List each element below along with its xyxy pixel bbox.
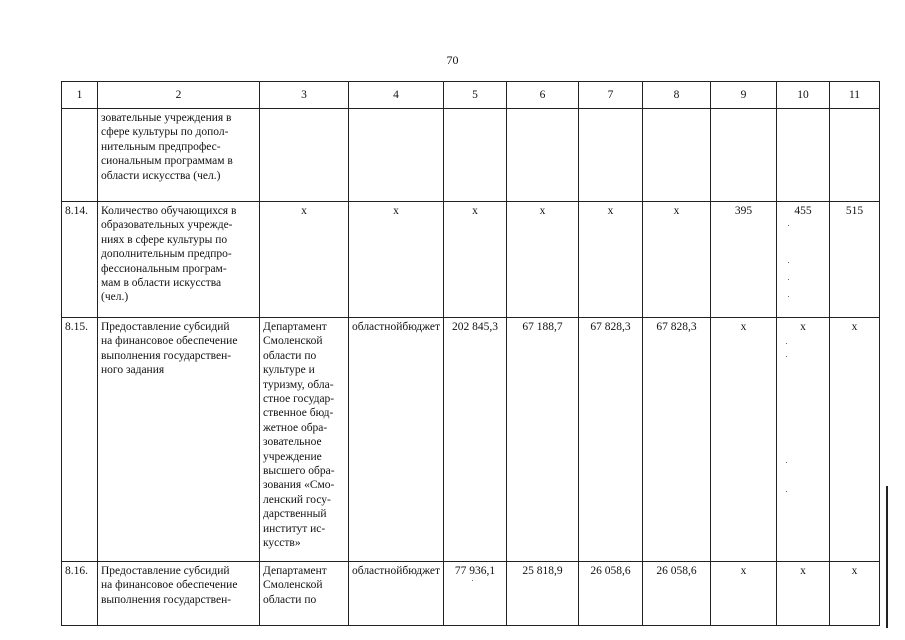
cell-line: институт ис- <box>263 522 326 535</box>
value-cell: 455 <box>777 202 830 318</box>
cell-line: ного задания <box>101 364 165 377</box>
row-number-cell: 8.14. <box>62 202 98 318</box>
value-cell: х <box>830 562 880 626</box>
value-cell: х <box>711 318 777 562</box>
scan-speck <box>788 279 789 280</box>
cell-line: областной <box>352 321 403 333</box>
cell-line: зовательные учреждения в <box>101 112 232 124</box>
row-number-cell: 8.16. <box>62 562 98 626</box>
column-header: 3 <box>260 82 349 109</box>
executor-cell <box>260 318 349 562</box>
cell-line: бюджет <box>402 565 440 577</box>
cell-line: дополнительным предпро- <box>101 248 232 261</box>
column-header: 4 <box>349 82 444 109</box>
value-cell: х <box>777 562 830 626</box>
header-row <box>62 82 880 109</box>
cell-line: дарственный <box>263 508 327 521</box>
column-header: 6 <box>507 82 579 109</box>
cell-line: выполнения государствен- <box>101 593 232 606</box>
executor-cell <box>260 202 349 318</box>
scan-speck <box>786 462 787 463</box>
executor-cell <box>260 562 349 626</box>
cell-line: кусств» <box>263 537 301 550</box>
funding-source-cell <box>349 318 444 562</box>
funding-source-cell <box>349 562 444 626</box>
value-cell <box>444 109 507 202</box>
value-cell: 67 188,7 <box>507 318 579 562</box>
value-cell: х <box>579 202 643 318</box>
executor-cell <box>260 109 349 202</box>
scan-speck <box>788 225 789 226</box>
cell-line: Департамент <box>263 321 327 333</box>
value-cell: х <box>643 202 711 318</box>
cell-line: областной <box>352 565 403 577</box>
page-number: 70 <box>446 53 459 67</box>
column-header: 8 <box>643 82 711 109</box>
row-number-cell: 8.15. <box>62 318 98 562</box>
table-row <box>62 318 880 562</box>
cell-line: на финансовое обеспечение <box>101 335 238 348</box>
value-cell: 25 818,9 <box>507 562 579 626</box>
cell-line: стное государ- <box>263 393 335 406</box>
cell-line: жетное обра- <box>263 421 328 434</box>
indicator-name-cell <box>98 109 260 202</box>
scan-speck <box>788 296 789 297</box>
cell-line: учреждение <box>263 450 322 463</box>
value-cell <box>711 109 777 202</box>
value-cell: 515 <box>830 202 880 318</box>
cell-line: выполнения государствен- <box>101 349 232 362</box>
cell-line: Департамент <box>263 565 327 577</box>
cell-line: высшего обра- <box>263 465 335 478</box>
indicator-name-cell <box>98 318 260 562</box>
scan-speck <box>786 491 787 492</box>
value-cell: 67 828,3 <box>643 318 711 562</box>
value-cell <box>830 109 880 202</box>
column-header: 2 <box>98 82 260 109</box>
value-cell: 67 828,3 <box>579 318 643 562</box>
value-cell: 77 936,1 <box>444 562 507 626</box>
cell-line: сфере культуры по допол- <box>101 126 229 139</box>
value-cell: х <box>830 318 880 562</box>
cell-line: ственное бюд- <box>263 407 334 420</box>
row-number-cell <box>62 109 98 202</box>
column-header: 10 <box>777 82 830 109</box>
funding-source-cell <box>349 202 444 318</box>
cell-line: Смоленской <box>263 335 323 348</box>
column-header: 1 <box>62 82 98 109</box>
value-cell: х <box>777 318 830 562</box>
cell-line: туризму, обла- <box>263 378 334 391</box>
cell-line: на финансовое обеспечение <box>101 579 238 592</box>
cell-line: х <box>393 205 399 217</box>
table-row <box>62 202 880 318</box>
value-cell: 26 058,6 <box>579 562 643 626</box>
cell-line: бюджет <box>402 321 440 333</box>
budget-table <box>61 81 880 626</box>
cell-line: сиональным программам в <box>101 155 233 168</box>
cell-line: ниях в сфере культуры по <box>101 233 228 246</box>
cell-line: Количество обучающихся в <box>101 205 237 217</box>
cell-line: Смоленской <box>263 579 323 592</box>
value-cell: х <box>444 202 507 318</box>
table-row <box>62 562 880 626</box>
cell-line: зовательное <box>263 436 322 449</box>
scan-speck <box>788 262 789 263</box>
column-header: 5 <box>444 82 507 109</box>
column-header: 7 <box>579 82 643 109</box>
value-cell: 26 058,6 <box>643 562 711 626</box>
scan-speck <box>472 580 473 581</box>
scan-speck <box>786 343 787 344</box>
table-row <box>62 109 880 202</box>
cell-line: мам в области искусства <box>101 277 222 290</box>
cell-line: х <box>301 205 307 217</box>
cell-line: образовательных учрежде- <box>101 219 233 232</box>
column-header: 9 <box>711 82 777 109</box>
margin-line <box>886 486 888 628</box>
value-cell <box>777 109 830 202</box>
value-cell: 395 <box>711 202 777 318</box>
value-cell <box>579 109 643 202</box>
funding-source-cell <box>349 109 444 202</box>
scan-speck <box>786 356 787 357</box>
value-cell: х <box>711 562 777 626</box>
cell-line: Предоставление субсидий <box>101 321 230 333</box>
cell-line: фессиональным програм- <box>101 262 227 275</box>
indicator-name-cell <box>98 202 260 318</box>
cell-line: Предоставление субсидий <box>101 565 230 577</box>
value-cell <box>507 109 579 202</box>
cell-line: нительным предпрофес- <box>101 140 221 153</box>
value-cell: 202 845,3 <box>444 318 507 562</box>
cell-line: зования «Смо- <box>263 479 335 492</box>
cell-line: области искусства (чел.) <box>101 169 221 182</box>
value-cell: х <box>507 202 579 318</box>
cell-line: (чел.) <box>101 291 129 304</box>
cell-line: ленский госу- <box>263 493 331 506</box>
cell-line: области по <box>263 349 317 362</box>
indicator-name-cell <box>98 562 260 626</box>
cell-line: культуре и <box>263 364 315 377</box>
cell-line: области по <box>263 593 317 606</box>
value-cell <box>643 109 711 202</box>
column-header: 11 <box>830 82 880 109</box>
